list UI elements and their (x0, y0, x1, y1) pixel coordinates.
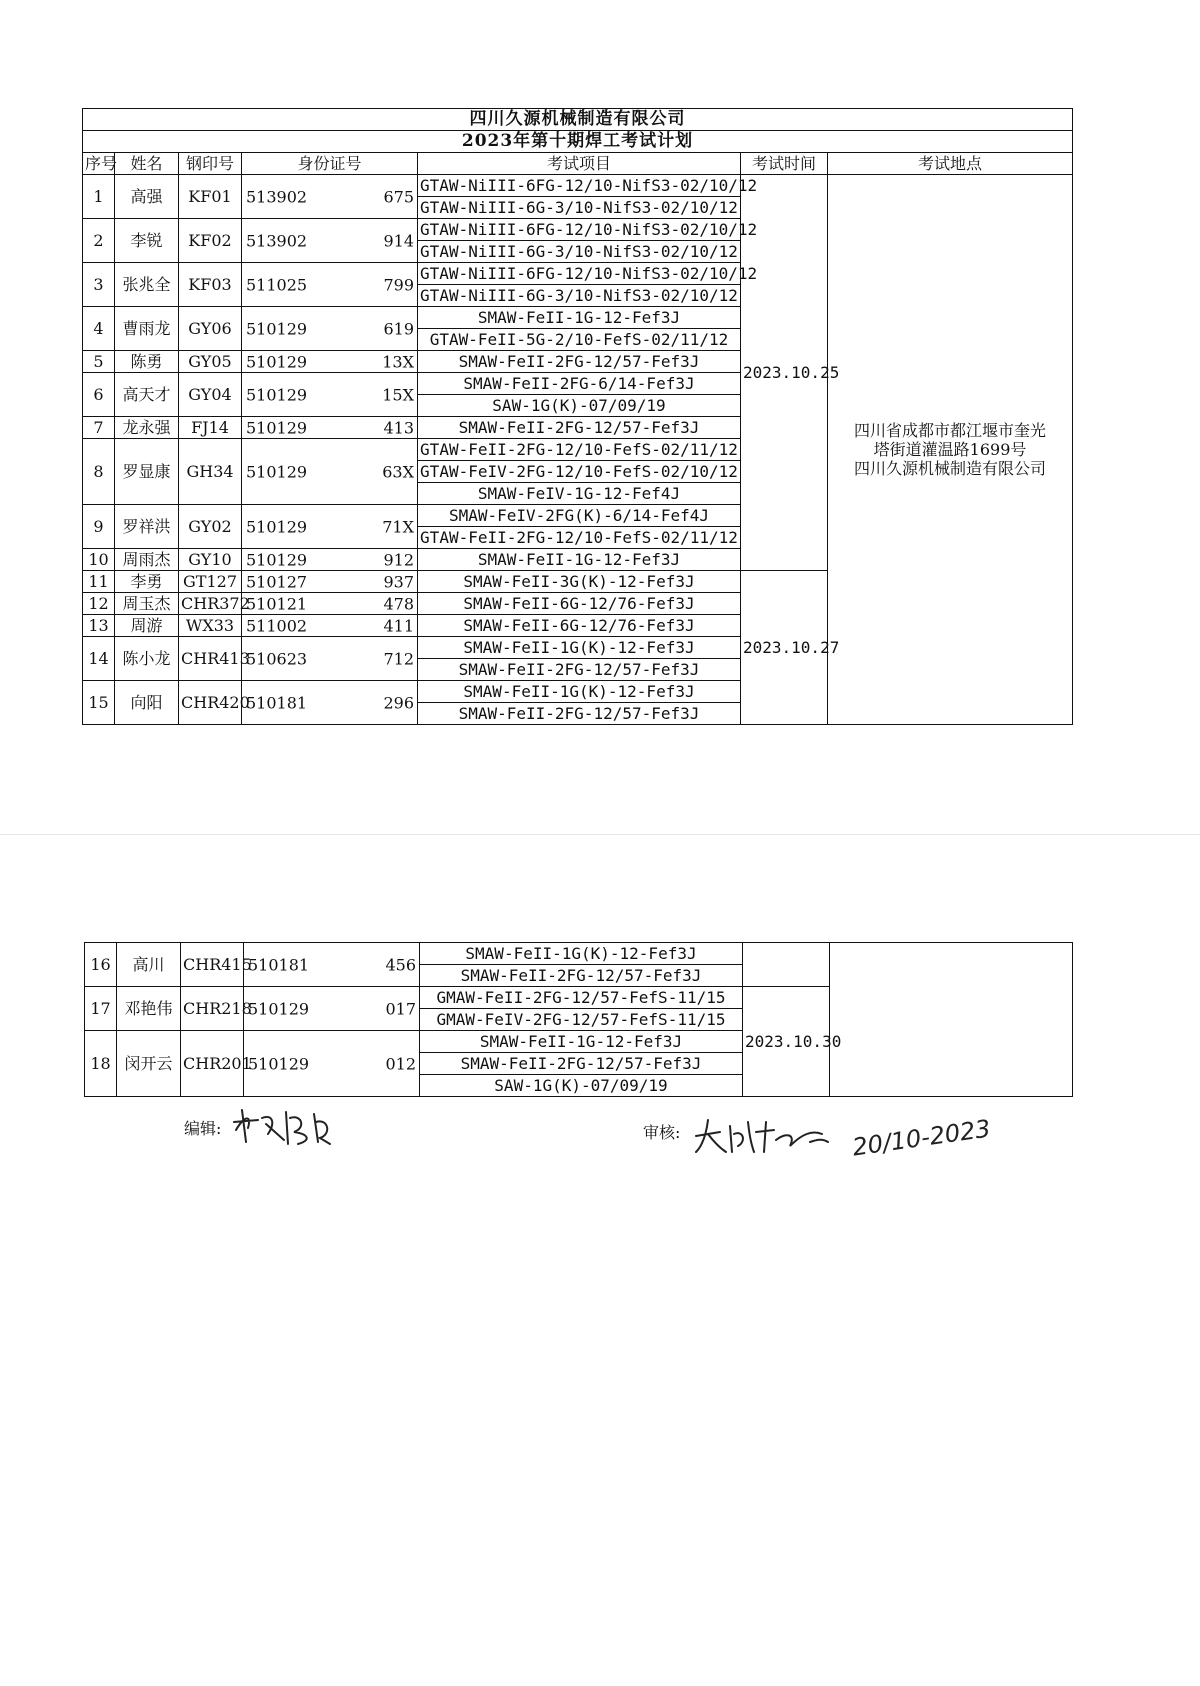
id-number (242, 175, 418, 219)
id-number (244, 943, 420, 987)
stamp-number: KF01 (179, 175, 242, 219)
stamp-number: GH34 (179, 439, 242, 505)
stamp-number: GT127 (179, 571, 242, 593)
row-number: 3 (83, 263, 115, 307)
header-project: 考试项目 (418, 153, 741, 175)
exam-project: GMAW-FeII-2FG-12/57-FefS-11/15 (420, 987, 743, 1009)
row-number: 16 (85, 943, 117, 987)
id-number-suffix: 799 (383, 275, 414, 294)
welder-name: 周游 (115, 615, 179, 637)
exam-place-blank (830, 943, 1073, 1097)
id-number-suffix: 15X (382, 385, 414, 404)
id-number (242, 307, 418, 351)
id-number-suffix: 712 (383, 649, 414, 668)
id-number-suffix: 71X (382, 517, 414, 536)
exam-project: SMAW-FeIV-1G-12-Fef4J (418, 483, 741, 505)
row-number: 18 (85, 1031, 117, 1097)
exam-project: SAW-1G(K)-07/09/19 (418, 395, 741, 417)
exam-project: GTAW-NiIII-6G-3/10-NifS3-02/10/12 (418, 285, 741, 307)
stamp-number: GY06 (179, 307, 242, 351)
stamp-number: GY02 (179, 505, 242, 549)
header-stamp: 钢印号 (179, 153, 242, 175)
exam-project: SMAW-FeII-1G(K)-12-Fef3J (418, 681, 741, 703)
welder-name: 罗显康 (115, 439, 179, 505)
welder-name: 罗祥洪 (115, 505, 179, 549)
welder-name: 高天才 (115, 373, 179, 417)
welder-name: 曹雨龙 (115, 307, 179, 351)
table-row (83, 175, 1073, 197)
id-number (242, 637, 418, 681)
exam-project: SMAW-FeIV-2FG(K)-6/14-Fef4J (418, 505, 741, 527)
row-number: 7 (83, 417, 115, 439)
welder-name: 周雨杰 (115, 549, 179, 571)
welder-name: 陈小龙 (115, 637, 179, 681)
exam-project: GTAW-FeII-2FG-12/10-FefS-02/11/12 (418, 527, 741, 549)
id-number (242, 549, 418, 571)
row-number: 9 (83, 505, 115, 549)
exam-date-3: 2023.10.30 (743, 987, 830, 1097)
stamp-number: GY10 (179, 549, 242, 571)
exam-project: SMAW-FeII-2FG-12/57-Fef3J (420, 1053, 743, 1075)
id-number-prefix: 510129 (246, 418, 308, 437)
exam-place-line3: 四川久源机械制造有限公司 (854, 459, 1047, 478)
exam-project: SMAW-FeII-1G-12-Fef3J (420, 1031, 743, 1053)
exam-project: GTAW-FeII-5G-2/10-FefS-02/11/12 (418, 329, 741, 351)
id-number-prefix: 511002 (246, 616, 308, 635)
exam-project: SMAW-FeII-1G(K)-12-Fef3J (420, 943, 743, 965)
exam-project: SMAW-FeII-2FG-12/57-Fef3J (418, 703, 741, 725)
id-number-prefix: 510129 (248, 1054, 310, 1073)
welder-name: 高强 (115, 175, 179, 219)
id-number-suffix: 478 (383, 594, 414, 613)
stamp-number: FJ14 (179, 417, 242, 439)
stamp-number: KF02 (179, 219, 242, 263)
stamp-number: KF03 (179, 263, 242, 307)
id-number-prefix: 510129 (246, 550, 308, 569)
editor-label: 编辑: (184, 1119, 222, 1138)
exam-project: GTAW-NiIII-6FG-12/10-NifS3-02/10/12 (418, 175, 741, 197)
stamp-number: CHR218 (181, 987, 244, 1031)
id-number-prefix: 510623 (246, 649, 308, 668)
page-fold-line (0, 834, 1200, 835)
row-number: 14 (83, 637, 115, 681)
welder-name: 张兆全 (115, 263, 179, 307)
exam-place (828, 175, 1073, 725)
exam-plan-table-continued (84, 942, 1073, 1097)
stamp-number: CHR420 (179, 681, 242, 725)
id-number (242, 681, 418, 725)
exam-project: SMAW-FeII-1G-12-Fef3J (418, 549, 741, 571)
row-number: 17 (85, 987, 117, 1031)
id-number (242, 373, 418, 417)
row-number: 8 (83, 439, 115, 505)
table-row (85, 943, 1073, 965)
row-number: 4 (83, 307, 115, 351)
id-number (242, 593, 418, 615)
welder-name: 高川 (117, 943, 181, 987)
row-number: 10 (83, 549, 115, 571)
exam-project: GTAW-FeIV-2FG-12/10-FefS-02/10/12 (418, 461, 741, 483)
id-number (242, 219, 418, 263)
stamp-number: CHR415 (181, 943, 244, 987)
exam-project: GTAW-NiIII-6G-3/10-NifS3-02/10/12 (418, 197, 741, 219)
plan-title: 2023年第十期焊工考试计划 (83, 131, 1073, 153)
stamp-number: WX33 (179, 615, 242, 637)
id-number-suffix: 017 (385, 999, 416, 1018)
welder-name: 向阳 (115, 681, 179, 725)
id-number (244, 987, 420, 1031)
stamp-number: GY04 (179, 373, 242, 417)
exam-project: SMAW-FeII-2FG-12/57-Fef3J (420, 965, 743, 987)
id-number-suffix: 13X (382, 352, 414, 371)
id-number (244, 1031, 420, 1097)
header-time: 考试时间 (741, 153, 828, 175)
id-number-suffix: 619 (383, 319, 414, 338)
id-number-suffix: 012 (385, 1054, 416, 1073)
exam-plan-table-sheet2 (84, 942, 1072, 1097)
id-number-suffix: 63X (382, 462, 414, 481)
exam-project: SMAW-FeII-1G(K)-12-Fef3J (418, 637, 741, 659)
exam-project: GTAW-NiIII-6FG-12/10-NifS3-02/10/12 (418, 263, 741, 285)
exam-project: SMAW-FeII-2FG-6/14-Fef3J (418, 373, 741, 395)
stamp-number: GY05 (179, 351, 242, 373)
welder-name: 李锐 (115, 219, 179, 263)
id-number-suffix: 912 (383, 550, 414, 569)
welder-name: 龙永强 (115, 417, 179, 439)
id-number-prefix: 510181 (246, 693, 308, 712)
exam-place-line1: 四川省成都市都江堰市奎光 (854, 421, 1047, 440)
exam-project: SMAW-FeII-6G-12/76-Fef3J (418, 593, 741, 615)
exam-project: SMAW-FeII-2FG-12/57-Fef3J (418, 417, 741, 439)
welder-name: 陈勇 (115, 351, 179, 373)
id-number-suffix: 296 (383, 693, 414, 712)
exam-project: SMAW-FeII-3G(K)-12-Fef3J (418, 571, 741, 593)
id-number-suffix: 675 (383, 187, 414, 206)
exam-project: GMAW-FeIV-2FG-12/57-FefS-11/15 (420, 1009, 743, 1031)
row-number: 11 (83, 571, 115, 593)
exam-project: GTAW-NiIII-6G-3/10-NifS3-02/10/12 (418, 241, 741, 263)
row-number: 1 (83, 175, 115, 219)
id-number (242, 263, 418, 307)
welder-name: 李勇 (115, 571, 179, 593)
row-number: 2 (83, 219, 115, 263)
exam-project: SMAW-FeII-2FG-12/57-Fef3J (418, 659, 741, 681)
id-number-prefix: 513902 (246, 187, 308, 206)
row-number: 13 (83, 615, 115, 637)
header-id: 身份证号 (242, 153, 418, 175)
id-number-prefix: 510129 (248, 999, 310, 1018)
id-number (242, 571, 418, 593)
header-row (83, 153, 1073, 175)
exam-date-1: 2023.10.25 (741, 175, 828, 571)
row-number: 6 (83, 373, 115, 417)
id-number (242, 351, 418, 373)
exam-date-blank (743, 943, 830, 987)
id-number (242, 505, 418, 549)
id-number-suffix: 937 (383, 572, 414, 591)
id-number-prefix: 510129 (246, 352, 308, 371)
exam-project: GTAW-NiIII-6FG-12/10-NifS3-02/10/12 (418, 219, 741, 241)
exam-project: SAW-1G(K)-07/09/19 (420, 1075, 743, 1097)
row-number: 5 (83, 351, 115, 373)
id-number-prefix: 510121 (246, 594, 308, 613)
company-banner: 四川久源机械制造有限公司 (83, 109, 1073, 131)
header-no: 序号 (83, 153, 115, 175)
exam-plan-table (82, 108, 1073, 725)
welder-name: 邓艳伟 (117, 987, 181, 1031)
id-number-prefix: 510181 (248, 955, 310, 974)
auditor-signature (690, 1112, 840, 1156)
id-number-prefix: 510129 (246, 462, 308, 481)
id-number-prefix: 513902 (246, 231, 308, 250)
exam-project: SMAW-FeII-6G-12/76-Fef3J (418, 615, 741, 637)
id-number-prefix: 510129 (246, 517, 308, 536)
id-number-prefix: 510129 (246, 319, 308, 338)
exam-date-2: 2023.10.27 (741, 571, 828, 725)
id-number-prefix: 510127 (246, 572, 308, 591)
stamp-number: CHR413 (179, 637, 242, 681)
id-number-suffix: 456 (385, 955, 416, 974)
stamp-number: CHR201 (181, 1031, 244, 1097)
header-name: 姓名 (115, 153, 179, 175)
exam-project: SMAW-FeII-1G-12-Fef3J (418, 307, 741, 329)
id-number-prefix: 510129 (246, 385, 308, 404)
id-number (242, 417, 418, 439)
id-number-suffix: 411 (383, 616, 414, 635)
welder-name: 周玉杰 (115, 593, 179, 615)
header-place: 考试地点 (828, 153, 1073, 175)
exam-place-line2: 塔街道灌温路1699号 (873, 440, 1027, 459)
id-number-prefix: 511025 (246, 275, 308, 294)
editor-signature (228, 1100, 338, 1148)
id-number (242, 439, 418, 505)
id-number-suffix: 914 (383, 231, 414, 250)
exam-project: GTAW-FeII-2FG-12/10-FefS-02/11/12 (418, 439, 741, 461)
exam-plan-table-sheet1 (82, 108, 1072, 725)
exam-project: SMAW-FeII-2FG-12/57-Fef3J (418, 351, 741, 373)
row-number: 12 (83, 593, 115, 615)
id-number-suffix: 413 (383, 418, 414, 437)
welder-name: 闵开云 (117, 1031, 181, 1097)
row-number: 15 (83, 681, 115, 725)
auditor-label: 审核: (643, 1123, 681, 1142)
audit-date: 20/10-2023 (850, 1114, 993, 1162)
stamp-number: CHR372 (179, 593, 242, 615)
id-number (242, 615, 418, 637)
